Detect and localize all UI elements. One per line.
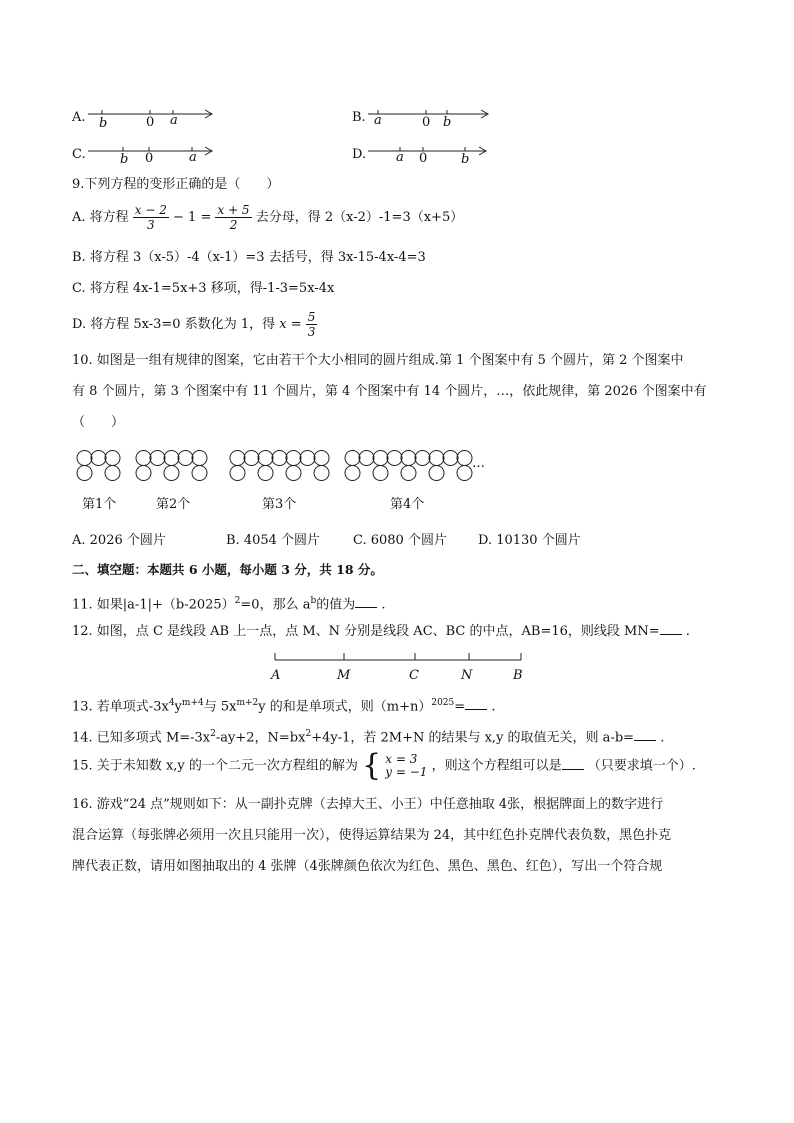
q14-sup-1: 2	[210, 729, 216, 739]
q15-pre: 15. 关于未知数 x,y 的一个二元一次方程组的解为	[72, 758, 358, 774]
q10-line-3: （ ）	[72, 415, 125, 430]
circle-piece	[373, 466, 388, 481]
answer-blank[interactable]	[634, 728, 656, 741]
pattern-caption-2: 第2个	[156, 497, 191, 512]
q9-stem: 9.下列方程的变形正确的是（ ）	[72, 177, 280, 192]
q9-a-post: 去分母，得 2（x-2）-1=3（x+5）	[255, 210, 464, 225]
circle-piece	[77, 466, 92, 481]
number-line-b	[368, 106, 493, 130]
q8-b-point-a: a	[374, 113, 382, 128]
point-b: B	[513, 668, 523, 683]
q8-option-d-label: D.	[352, 147, 367, 162]
q8-c-origin: 0	[145, 151, 154, 166]
circle-piece	[401, 466, 416, 481]
q9-a-mid: − 1 =	[173, 210, 216, 225]
q8-b-origin: 0	[422, 115, 431, 130]
q10-line-1: 10. 如图是一组有规律的图案，它由若干个大小相同的圆片组成.第 1 个图案中有 5 个圆片，第 2 个图案中	[72, 353, 684, 368]
q15-post: ，则这个方程组可以是	[431, 758, 562, 774]
circle-piece	[314, 466, 329, 481]
circle-piece	[164, 451, 179, 466]
circle-piece	[105, 466, 120, 481]
point-c: C	[409, 668, 419, 683]
q8-option-c-label: C.	[72, 147, 86, 162]
circle-piece	[272, 451, 287, 466]
q8-c-point-a: a	[189, 150, 197, 165]
q14-post: +4y-1，若 2M+N 的结果与 x,y 的取值无关，则 a-b=	[311, 730, 635, 746]
circle-piece	[286, 466, 301, 481]
fraction-1-num: x − 2	[134, 203, 167, 217]
q14-end: .	[660, 730, 665, 746]
circle-piece	[401, 451, 416, 466]
q8-d-point-b: b	[461, 152, 470, 167]
circle-piece	[230, 451, 245, 466]
q16-line-2: 混合运算（每张牌必须用一次且只能用一次），使得运算结果为 24，其中红色扑克牌代表负数，黑色扑克	[72, 828, 672, 843]
fraction-2	[215, 203, 251, 232]
q13-pre: 13. 若单项式-3x	[72, 699, 169, 715]
q12-end: .	[685, 624, 690, 639]
q10-option-d: D. 10130 个圆片	[478, 533, 581, 548]
circle-piece	[345, 451, 360, 466]
circle-piece	[105, 451, 120, 466]
circle-piece	[415, 451, 430, 466]
number-line-d	[368, 143, 493, 167]
circle-piece	[258, 466, 273, 481]
circle-piece	[230, 466, 245, 481]
q11-end: .	[381, 597, 386, 613]
q9-a-prefix: A. 将方程	[72, 210, 129, 225]
fraction-2-num: x + 5	[217, 203, 250, 217]
circle-piece	[429, 451, 444, 466]
circle-piece	[373, 451, 388, 466]
q11	[72, 591, 386, 615]
q13-end: .	[491, 699, 496, 715]
q16-line-1: 16. 游戏“24 点”规则如下：从一副扑克牌（去掉大王、小王）中任意抽取 4张，根据牌面上的数字进行	[72, 797, 664, 812]
q10-line-2: 有 8 个圆片，第 3 个图案中有 11 个圆片，第 4 个图案中有 14 个圆片，…，依此规律，第 2026 个图案中有	[72, 384, 707, 399]
q8-option-b-label: B.	[352, 110, 366, 125]
circle-piece	[443, 451, 458, 466]
circle-piece	[244, 451, 259, 466]
circle-piece	[457, 451, 472, 466]
q16-line-3: 牌代表正数，请用如图抽取出的 4 张牌（4张牌颜色依次为红色、黑色、黑色、红色），写出一个符合规	[72, 859, 663, 874]
fraction-1-den: 3	[147, 218, 155, 232]
point-m: M	[337, 668, 351, 683]
circle-piece	[77, 451, 92, 466]
q13-post: =	[454, 699, 466, 715]
point-n: N	[461, 668, 473, 683]
circle-piece	[192, 466, 207, 481]
section-heading: 二、填空题：本题共 6 小题，每小题 3 分，共 18 分。	[72, 562, 383, 577]
q15-tail: （只要求填一个）.	[587, 758, 696, 774]
circle-piece	[91, 451, 106, 466]
circle-piece	[150, 451, 165, 466]
pattern-caption-1: 第1个	[82, 497, 117, 512]
q9-option-c: C. 将方程 4x-1=5x+3 移项，得-1-3=5x-4x	[72, 281, 335, 296]
segment-diagram	[270, 650, 530, 666]
q14	[72, 724, 664, 748]
q13-y2: y 的和是单项式，则（m+n）	[258, 699, 432, 715]
q8-a-origin: 0	[146, 115, 155, 130]
q8-option-a-label: A.	[72, 110, 86, 125]
circle-piece	[314, 451, 329, 466]
q13-sup-3: m+2	[236, 698, 259, 708]
circle-piece	[457, 466, 472, 481]
circle-piece	[192, 451, 207, 466]
q11-post: 的值为	[316, 597, 356, 613]
q11-sup: 2	[234, 596, 241, 606]
circle-piece	[136, 451, 151, 466]
q8-b-point-b: b	[443, 115, 452, 130]
q13-y: y	[174, 699, 182, 715]
q9-d-prefix: D. 将方程 5x-3=0 系数化为 1，得	[72, 317, 276, 332]
fraction-3-den: 3	[307, 325, 316, 339]
q10-option-c: C. 6080 个圆片	[353, 533, 447, 548]
q8-a-point-a: a	[170, 113, 178, 128]
q11-sup2: b	[310, 596, 317, 606]
q9-option-d	[72, 310, 317, 339]
q8-c-point-b: b	[120, 152, 129, 167]
q13-sup-2: m+4	[181, 698, 204, 708]
q10-option-b: B. 4054 个圆片	[226, 533, 321, 548]
circle-piece	[300, 451, 315, 466]
pattern-caption-4: 第4个	[390, 497, 425, 512]
q11-mid: =0，那么 a	[240, 597, 311, 613]
q9-option-b: B. 将方程 3（x-5）-4（x-1）=3 去括号，得 3x-15-4x-4=3	[72, 250, 426, 265]
point-a: A	[271, 668, 281, 683]
circle-piece	[359, 451, 374, 466]
answer-blank[interactable]	[660, 622, 682, 635]
answer-blank[interactable]	[355, 595, 377, 608]
fraction-2-den: 2	[229, 218, 238, 232]
fraction-3-num: 5	[307, 310, 316, 324]
q12-text: 12. 如图，点 C 是线段 AB 上一点，点 M、N 分别是线段 AC、BC 的中点，AB=16，则线段 MN=	[72, 624, 660, 639]
q8-a-point-b: b	[99, 116, 108, 131]
fraction-3	[306, 310, 318, 339]
circle-piece	[164, 466, 179, 481]
q8-d-origin: 0	[419, 151, 428, 166]
q13	[72, 693, 495, 717]
circle-piece	[258, 451, 273, 466]
q9-d-var: x =	[279, 317, 306, 332]
q13-sup-4: 2025	[431, 698, 455, 708]
circle-piece	[178, 451, 193, 466]
answer-blank[interactable]	[562, 757, 584, 770]
circle-piece	[286, 451, 301, 466]
q14-mid: -ay+2，N=bx	[215, 730, 306, 746]
circle-piece	[345, 466, 360, 481]
left-brace: {	[362, 748, 382, 783]
pattern-ellipsis: …	[472, 456, 485, 471]
answer-blank[interactable]	[465, 697, 487, 710]
q8-d-point-a: a	[396, 150, 404, 165]
circle-piece	[387, 451, 402, 466]
q13-mid: 与 5x	[203, 699, 237, 715]
equation-system	[385, 753, 427, 779]
q11-pre: 11. 如果|a-1|+（b-2025）	[72, 597, 235, 613]
fraction-1	[133, 203, 169, 232]
circle-piece	[136, 466, 151, 481]
circle-piece	[429, 466, 444, 481]
circle-patterns	[70, 448, 500, 488]
q13-sup-1: 4	[168, 698, 175, 708]
equation-1: x = 3	[385, 752, 418, 766]
pattern-caption-3: 第3个	[262, 497, 297, 512]
q9-option-a	[72, 203, 463, 232]
equation-2: y = −1	[385, 765, 428, 779]
q15	[72, 748, 696, 783]
q10-option-a: A. 2026 个圆片	[72, 533, 166, 548]
q14-sup-2: 2	[305, 729, 312, 739]
q14-pre: 14. 已知多项式 M=-3x	[72, 730, 211, 746]
q12	[72, 622, 690, 642]
